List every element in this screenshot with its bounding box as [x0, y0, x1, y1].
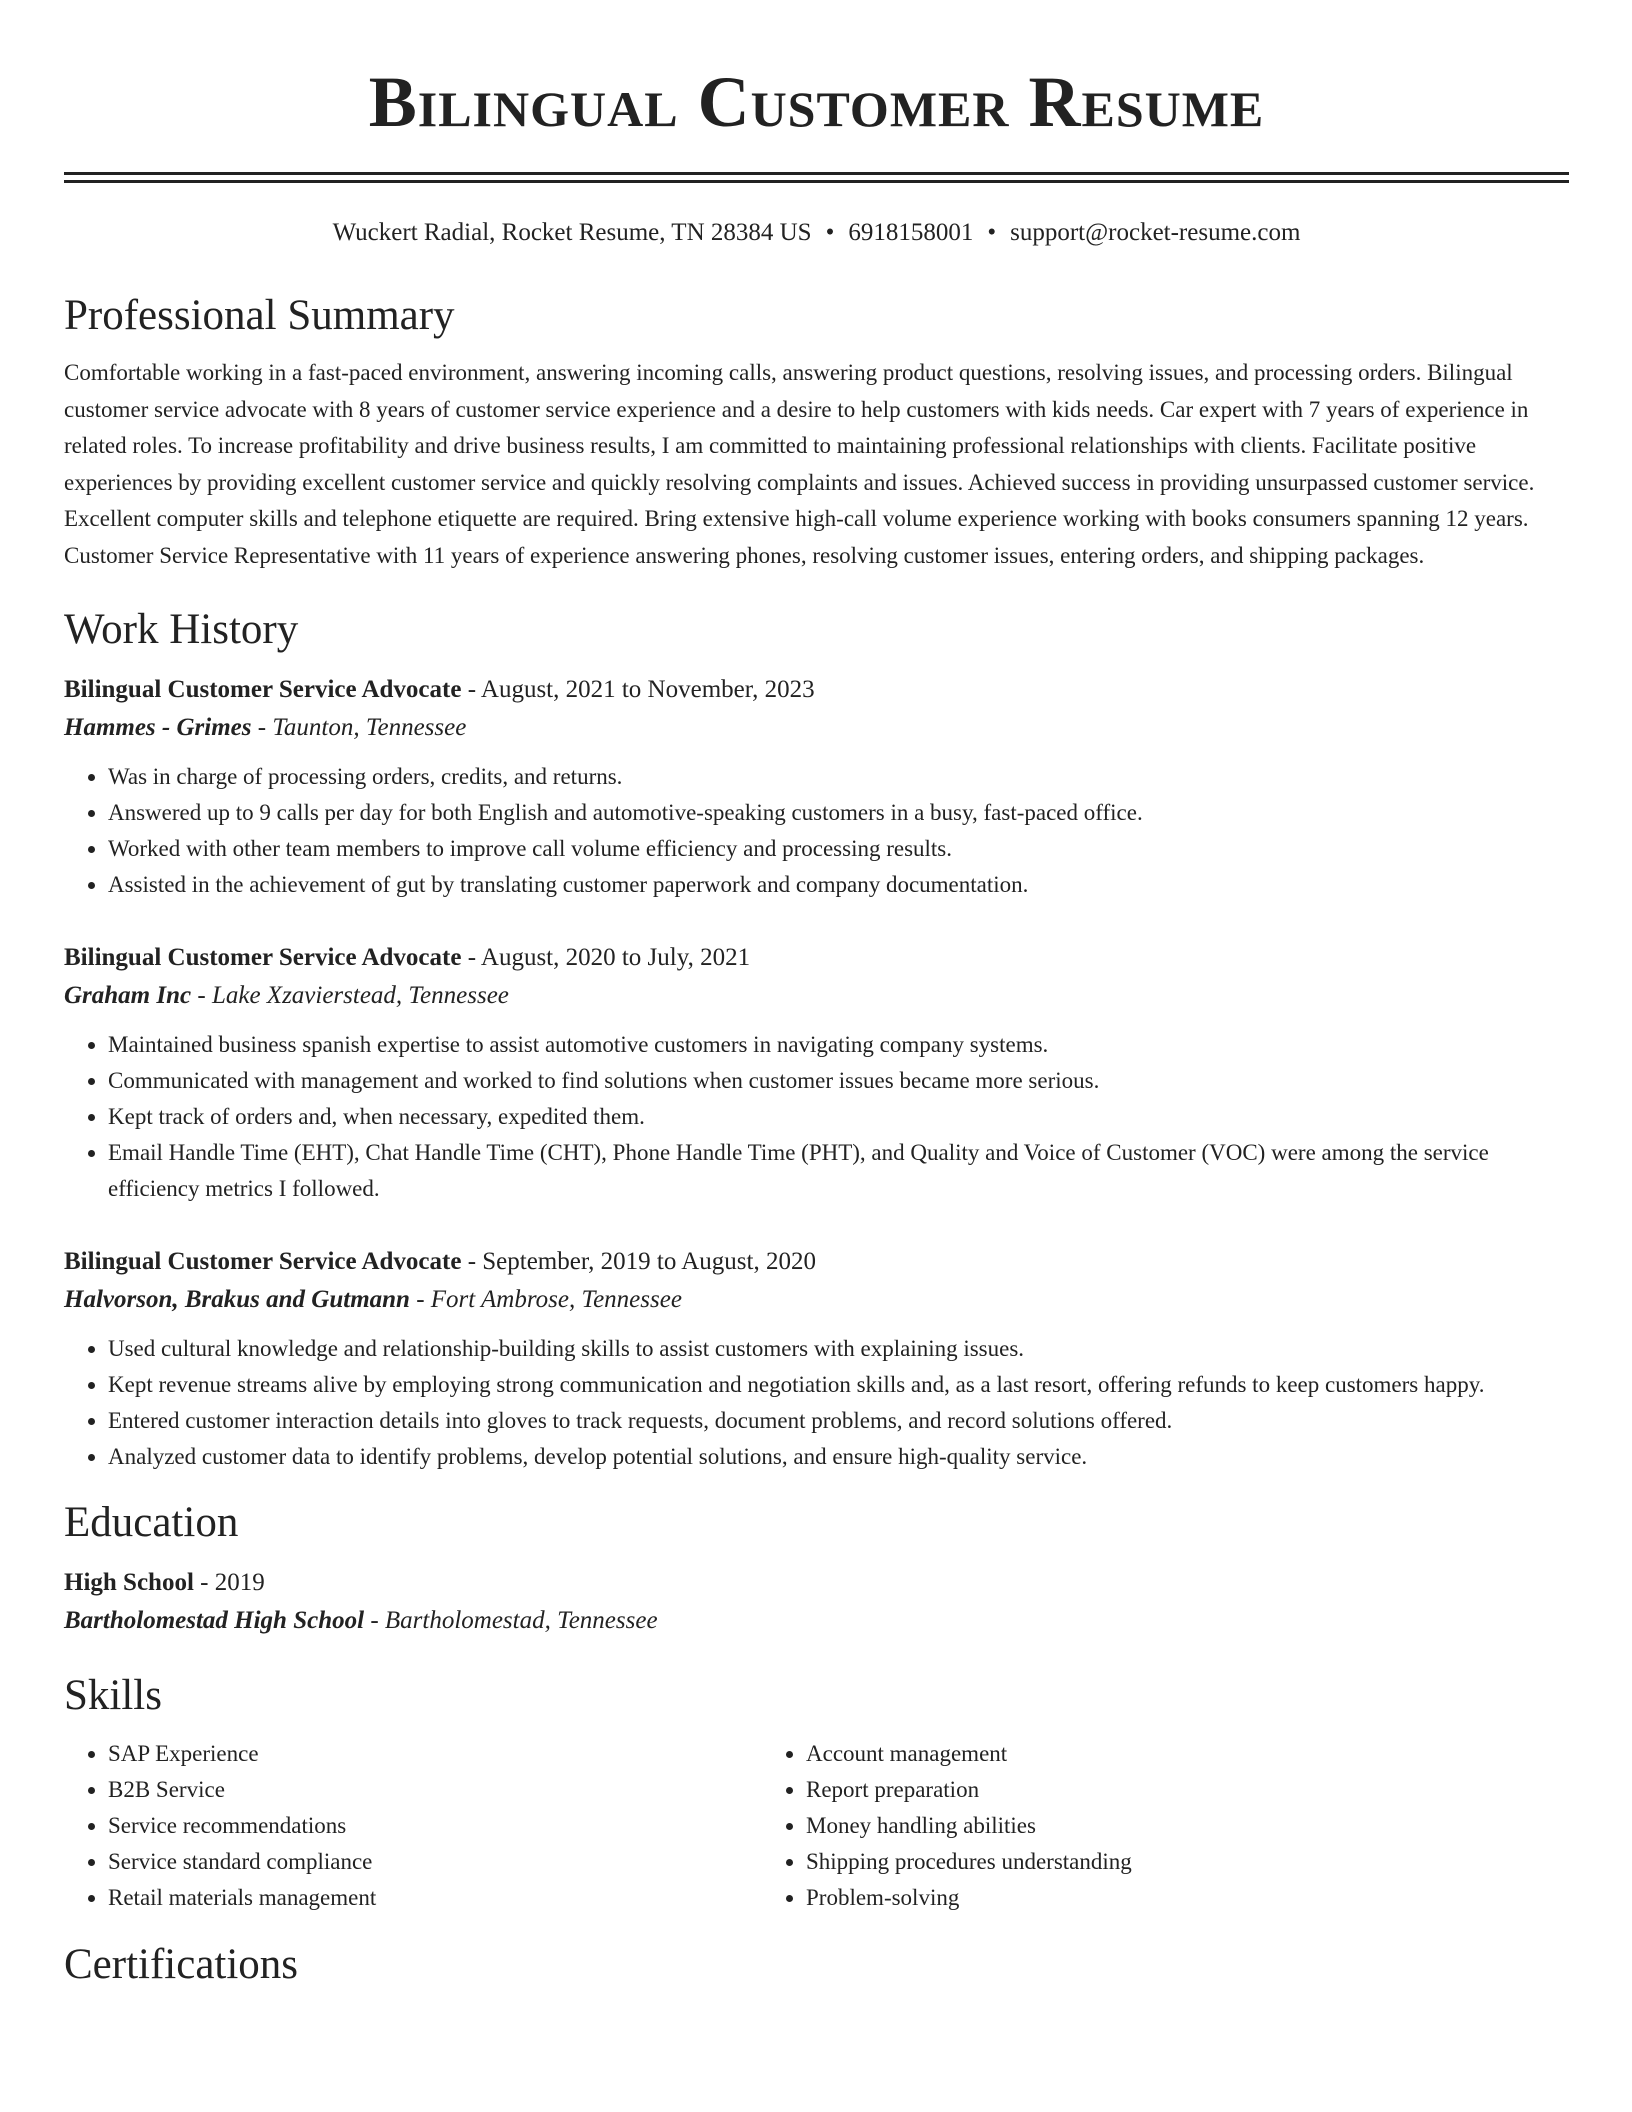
- company-line: [64, 709, 1569, 747]
- degree-line: [64, 1563, 1569, 1602]
- contact-email: support@rocket-resume.com: [1010, 219, 1301, 246]
- graduation-year: - 2019: [193, 1568, 265, 1596]
- section-heading: Certifications: [64, 1940, 299, 1988]
- list-item: • Used cultural knowledge and relationship-building skills to assist customers with explaining issues.: [108, 1331, 1569, 1367]
- list-item: • Assisted in the achievement of gut by translating customer paperwork and company documentation.: [108, 867, 1569, 903]
- skill-item: • Money handling abilities: [806, 1808, 1460, 1844]
- job-entry: [64, 1242, 1569, 1476]
- degree: High School: [64, 1568, 194, 1596]
- school-line: [64, 1602, 1569, 1640]
- company-location: - Lake Xzavierstead, Tennessee: [191, 981, 509, 1009]
- company-location: - Fort Ambrose, Tennessee: [409, 1285, 682, 1313]
- skill-item: • Report preparation: [806, 1772, 1460, 1808]
- skills-list-right: [762, 1736, 1460, 1917]
- resume-title: Bilingual Customer Resume: [368, 62, 1265, 142]
- skill-item: • B2B Service: [108, 1772, 762, 1808]
- list-item: • Kept revenue streams alive by employing strong communication and negotiation skills and, as a last resort, offering refunds to keep customers happy.: [108, 1367, 1569, 1403]
- company-location: - Taunton, Tennessee: [251, 713, 467, 741]
- summary-text: Comfortable working in a fast-paced environment, answering incoming calls, answering product questions, resolving issues, and processing orders. Bilingual customer service advocate with 8 years of customer service experience and a desire to help customers with kids needs. Car expert with 7 years of experience in related roles. To increase profitability and drive business results, I am committed to maintaining professional relationships with clients. Facilitate positive experiences by providing excellent customer service and quickly resolving complaints and issues. Achieved success in providing unsurpassed customer service. Excellent computer skills and telephone etiquette are required. Bring extensive high-call volume experience working with books consumers spanning 12 years. Customer Service Representative with 11 years of experience answering phones, resolving customer issues, entering orders, and shipping packages.: [64, 360, 1535, 568]
- contact-separator: •: [987, 219, 997, 246]
- list-item: • Maintained business spanish expertise to assist automotive customers in navigating company systems.: [108, 1027, 1569, 1063]
- skill-item: • Service recommendations: [108, 1808, 762, 1844]
- contact-separator: •: [825, 219, 835, 246]
- section-heading: Professional Summary: [64, 291, 455, 339]
- certifications-section: [64, 1939, 1569, 1991]
- list-item: • Email Handle Time (EHT), Chat Handle Time (CHT), Phone Handle Time (PHT), and Quality and Voice of Customer (VOC) were among the service efficiency metrics I followed.: [108, 1135, 1569, 1207]
- company-name: Graham Inc: [64, 981, 192, 1009]
- list-item: • Entered customer interaction details into gloves to track requests, document problems, and record solutions offered.: [108, 1403, 1569, 1439]
- skill-item: • SAP Experience: [108, 1736, 762, 1772]
- list-item: • Worked with other team members to improve call volume efficiency and processing results.: [108, 831, 1569, 867]
- contact-line: [64, 217, 1569, 250]
- company-name: Hammes - Grimes: [64, 713, 252, 741]
- list-item: • Analyzed customer data to identify problems, develop potential solutions, and ensure high-quality service.: [108, 1439, 1569, 1475]
- list-item: • Kept track of orders and, when necessary, expedited them.: [108, 1099, 1569, 1135]
- skill-item: • Account management: [806, 1736, 1460, 1772]
- skill-item: • Shipping procedures understanding: [806, 1844, 1460, 1880]
- section-heading: Education: [64, 1499, 239, 1547]
- job-entry: [64, 938, 1569, 1208]
- contact-address: Wuckert Radial, Rocket Resume, TN 28384 US: [332, 219, 812, 246]
- education-entry: [64, 1563, 1569, 1640]
- job-title-line: [64, 938, 1569, 977]
- company-line: [64, 977, 1569, 1015]
- company-line: [64, 1281, 1569, 1319]
- job-entry: [64, 670, 1569, 904]
- school-name: Bartholomestad High School: [64, 1606, 365, 1634]
- job-title: Bilingual Customer Service Advocate: [64, 943, 462, 971]
- education-section: [64, 1497, 1569, 1640]
- professional-summary-section: [64, 290, 1569, 575]
- skills-section: [64, 1670, 1569, 1917]
- title-double-rule: [64, 172, 1569, 183]
- work-history-section: [64, 604, 1569, 1475]
- skill-item: • Problem-solving: [806, 1880, 1460, 1916]
- resume-page: [64, 0, 1569, 1990]
- job-dates: - August, 2021 to November, 2023: [461, 675, 815, 703]
- list-item: • Was in charge of processing orders, credits, and returns.: [108, 759, 1569, 795]
- list-item: • Communicated with management and worked to find solutions when customer issues became more serious.: [108, 1063, 1569, 1099]
- skill-item: • Retail materials management: [108, 1880, 762, 1916]
- job-bullets: [64, 1027, 1569, 1208]
- contact-phone: 6918158001: [848, 219, 974, 246]
- job-title: Bilingual Customer Service Advocate: [64, 675, 462, 703]
- section-heading: Work History: [64, 606, 299, 654]
- company-name: Halvorson, Brakus and Gutmann: [64, 1285, 410, 1313]
- list-item: • Answered up to 9 calls per day for both English and automotive-speaking customers in a busy, fast-paced office.: [108, 795, 1569, 831]
- section-heading: Skills: [64, 1671, 162, 1719]
- school-location: - Bartholomestad, Tennessee: [364, 1606, 658, 1634]
- job-dates: - August, 2020 to July, 2021: [461, 943, 751, 971]
- skills-list-left: [64, 1736, 762, 1917]
- skills-columns: [64, 1736, 1569, 1917]
- job-title-line: [64, 1242, 1569, 1281]
- job-title-line: [64, 670, 1569, 709]
- job-bullets: [64, 759, 1569, 904]
- skill-item: • Service standard compliance: [108, 1844, 762, 1880]
- job-bullets: [64, 1331, 1569, 1476]
- job-dates: - September, 2019 to August, 2020: [461, 1247, 816, 1275]
- job-title: Bilingual Customer Service Advocate: [64, 1247, 462, 1275]
